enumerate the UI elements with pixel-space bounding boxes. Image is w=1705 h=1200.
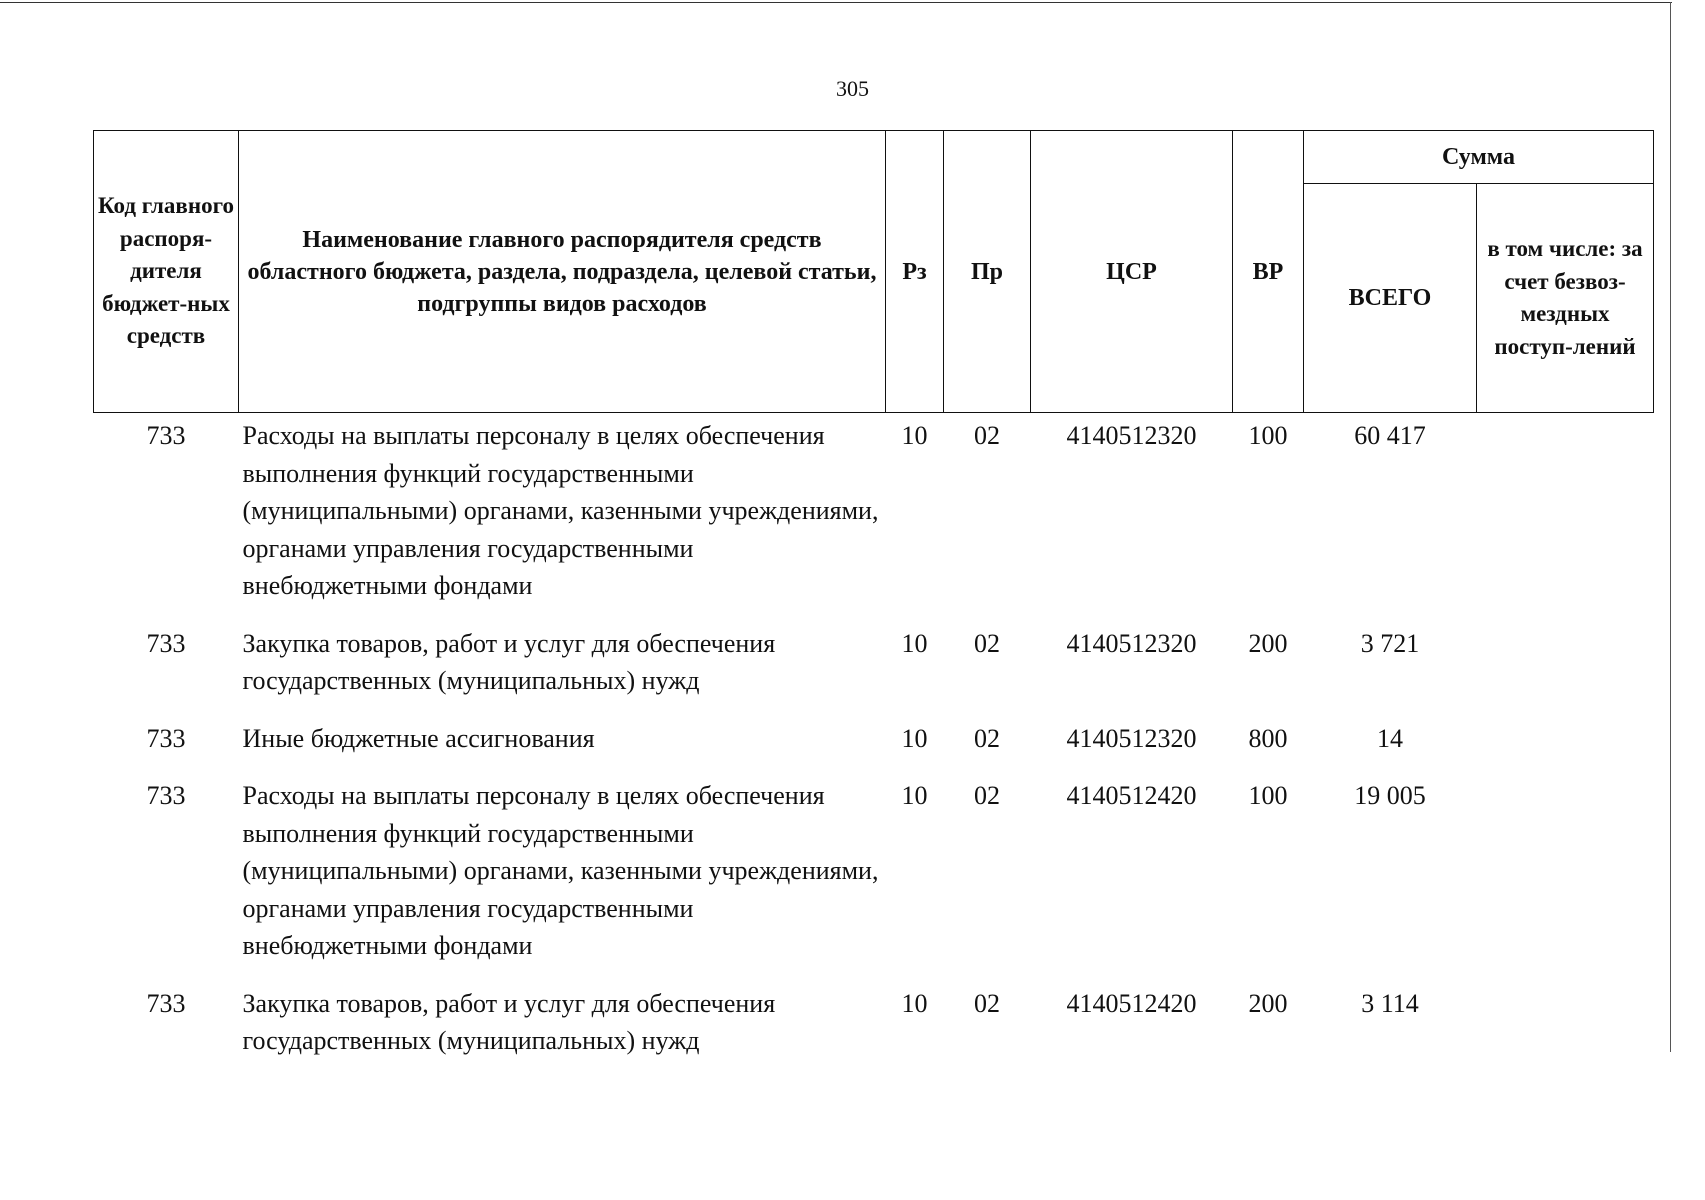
cell-code: 733 <box>146 988 186 1018</box>
cell-gratuitous <box>1477 413 1654 625</box>
cell-total: 3 114 <box>1361 988 1419 1018</box>
cell-name: Закупка товаров, работ и услуг для обеспечения государственных (муниципальных) нужд <box>242 988 776 1055</box>
header-rz: Рз <box>886 131 944 413</box>
table-row <box>94 720 1654 778</box>
cell-total: 60 417 <box>1354 421 1426 450</box>
cell-vr: 200 <box>1248 988 1288 1018</box>
cell-pr: 02 <box>974 421 1000 450</box>
cell-csr: 4140512420 <box>1066 988 1197 1018</box>
table-row <box>94 625 1654 720</box>
cell-gratuitous <box>1477 777 1654 985</box>
cell-rz: 10 <box>901 781 928 810</box>
cell-vr: 200 <box>1248 628 1288 658</box>
cell-csr: 4140512320 <box>1066 628 1197 658</box>
cell-total: 3 721 <box>1360 628 1420 658</box>
header-vr: ВР <box>1233 131 1304 413</box>
cell-gratuitous <box>1477 625 1654 720</box>
cell-csr: 4140512420 <box>1066 781 1197 810</box>
cell-name: Закупка товаров, работ и услуг для обеспечения государственных (муниципальных) нужд <box>242 628 776 695</box>
page-top-border <box>0 2 1672 3</box>
table-body <box>94 413 1654 1080</box>
cell-name: Расходы на выплаты персоналу в целях обеспечения выполнения функций государственными (муниципальными) органами, казенными учреждениями, органами управления государственными внебюджетными фондами <box>242 781 879 960</box>
page-right-border <box>1670 2 1671 1052</box>
cell-code: 733 <box>146 628 186 658</box>
cell-code: 733 <box>146 723 186 753</box>
header-sum: Сумма <box>1304 131 1654 184</box>
cell-pr: 02 <box>974 988 1000 1018</box>
table-row <box>94 413 1654 625</box>
cell-vr: 800 <box>1248 723 1288 753</box>
cell-total: 14 <box>1377 723 1403 753</box>
cell-code: 733 <box>146 781 186 810</box>
cell-csr: 4140512320 <box>1066 723 1197 753</box>
cell-code: 733 <box>146 421 186 450</box>
header-name: Наименование главного распорядителя средств областного бюджета, раздела, подраздела, целевой статьи, подгруппы видов расходов <box>239 131 886 413</box>
header-gratuitous: в том числе: за счет безвоз-мездных поступ-лений <box>1477 184 1654 413</box>
cell-pr: 02 <box>974 781 1000 810</box>
page-number: 305 <box>836 76 869 101</box>
header-total: ВСЕГО <box>1304 184 1477 413</box>
header-pr: Пр <box>944 131 1031 413</box>
cell-pr: 02 <box>974 628 1000 658</box>
table-row <box>94 777 1654 985</box>
cell-pr: 02 <box>974 723 1000 753</box>
cell-csr: 4140512320 <box>1066 421 1197 450</box>
cell-rz: 10 <box>901 723 928 753</box>
header-csr: ЦСР <box>1031 131 1233 413</box>
cell-rz: 10 <box>901 628 928 658</box>
cell-vr: 100 <box>1248 421 1288 450</box>
cell-gratuitous <box>1477 720 1654 778</box>
table-header <box>94 131 1654 413</box>
cell-rz: 10 <box>901 421 928 450</box>
cell-name: Иные бюджетные ассигнования <box>242 723 595 753</box>
cell-gratuitous <box>1477 985 1654 1080</box>
cell-rz: 10 <box>901 988 928 1018</box>
cell-name: Расходы на выплаты персоналу в целях обеспечения выполнения функций государственными (муниципальными) органами, казенными учреждениями, органами управления государственными внебюджетными фондами <box>242 421 879 600</box>
cell-vr: 100 <box>1248 781 1288 810</box>
budget-table <box>93 130 1654 1080</box>
table-row <box>94 985 1654 1080</box>
header-code: Код главного распоря-дителя бюджет-ных средств <box>94 131 239 413</box>
cell-total: 19 005 <box>1354 781 1426 810</box>
